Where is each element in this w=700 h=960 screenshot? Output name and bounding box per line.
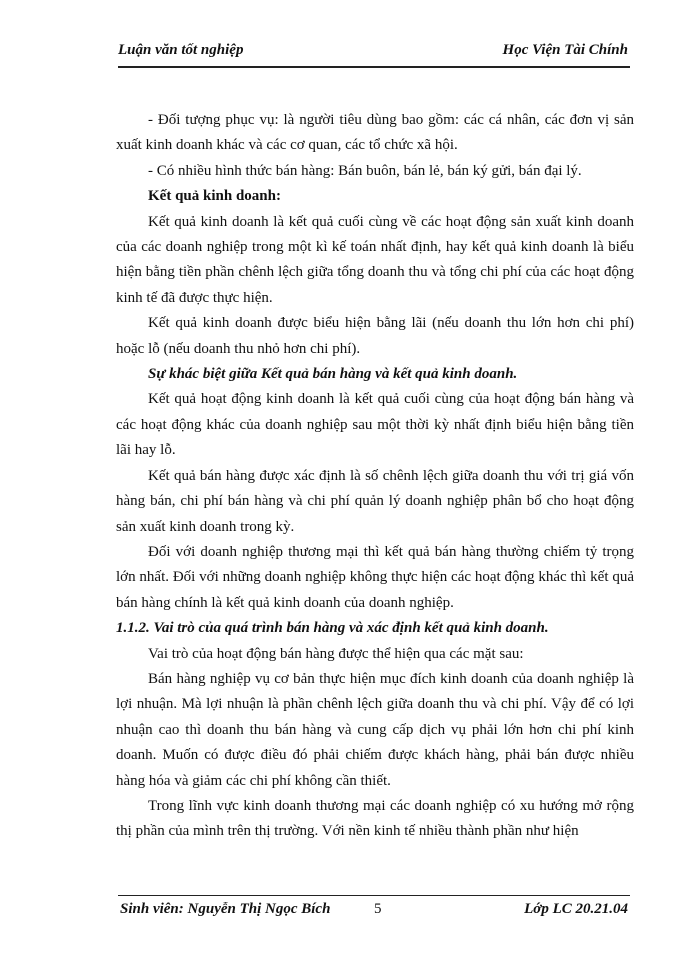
paragraph-business-results-definition: Kết quả kinh doanh là kết quả cuối cùng về các hoạt động sản xuất kinh doanh của các doanh nghiệp trong một kì kế toán nhất định, hay kết quả kinh doanh là biểu hiện bằng tiền phần chênh lệch giữa tổng doanh thu và tổng chi phí của các hoạt động kinh tế đã được thực hiện. — [116, 213, 634, 306]
paragraph-sales-results: Kết quả bán hàng được xác định là số chênh lệch giữa doanh thu với trị giá vốn hàng bán, chi phí bán hàng và chi phí quản lý doanh nghiệp phân bổ cho hoạt động sản xuất kinh doanh trong kỳ. — [116, 467, 634, 535]
paragraph-role-profit: Bán hàng nghiệp vụ cơ bản thực hiện mục đích kinh doanh của doanh nghiệp là lợi nhuận. Mà lợi nhuận là phần chênh lệch giữa doanh thu và chi phí. Vậy để có lợi nhuận cao thì doanh thu bán hàng và cung cấp dịch vụ phải lớn hơn chi phí kinh doanh. Muốn có được điều đó phải chiếm được khách hàng, phải bán được nhiều hàng hóa và giảm các chi phí không cần thiết. — [116, 670, 634, 789]
heading-difference: Sự khác biệt giữa Kết quả bán hàng và kết quả kinh doanh. — [148, 366, 518, 383]
document-body — [116, 108, 634, 845]
footer-page-number: 5 — [374, 901, 382, 917]
paragraph-trading-enterprise: Đối với doanh nghiệp thương mại thì kết quả bán hàng thường chiếm tỷ trọng lớn nhất. Đối với những doanh nghiệp không thực hiện các hoạt động khác thì kết quả bán hàng chính là kết quả kinh doanh của doanh nghiệp. — [116, 543, 634, 611]
paragraph-market-share: Trong lĩnh vực kinh doanh thương mại các doanh nghiệp có xu hướng mở rộng thị phần của mình trên thị trường. Với nền kinh tế nhiều thành phần như hiện — [116, 797, 634, 840]
paragraph-customers: - Đối tượng phục vụ: là người tiêu dùng bao gồm: các cá nhân, các đơn vị sản xuất kinh doanh khác và các cơ quan, các tổ chức xã hội. — [116, 112, 634, 154]
paragraph-operating-results: Kết quả hoạt động kinh doanh là kết quả cuối cùng của hoạt động bán hàng và các hoạt động khác của doanh nghiệp sau một thời kỳ nhất định biểu hiện bằng tiền lãi hay lỗ. — [116, 391, 634, 459]
header-thesis-title: Luận văn tốt nghiệp — [118, 42, 244, 58]
heading-business-results: Kết quả kinh doanh: — [148, 188, 281, 205]
footer-student-name: Sinh viên: Nguyễn Thị Ngọc Bích — [120, 901, 331, 917]
footer-class: Lớp LC 20.21.04 — [524, 901, 628, 917]
paragraph-role-intro: Vai trò của hoạt động bán hàng được thể hiện qua các mặt sau: — [148, 645, 524, 662]
paragraph-profit-loss: Kết quả kinh doanh được biểu hiện bằng lãi (nếu doanh thu lớn hơn chi phí) hoặc lỗ (nếu doanh thu nhỏ hơn chi phí). — [116, 315, 634, 357]
section-heading-1-1-2: 1.1.2. Vai trò của quá trình bán hàng và xác định kết quả kinh doanh. — [116, 620, 549, 637]
paragraph-sales-forms: - Có nhiều hình thức bán hàng: Bán buôn, bán lẻ, bán ký gửi, bán đại lý. — [148, 162, 582, 179]
header-institution: Học Viện Tài Chính — [502, 42, 628, 58]
page-header — [118, 40, 630, 68]
page-footer — [118, 895, 630, 920]
